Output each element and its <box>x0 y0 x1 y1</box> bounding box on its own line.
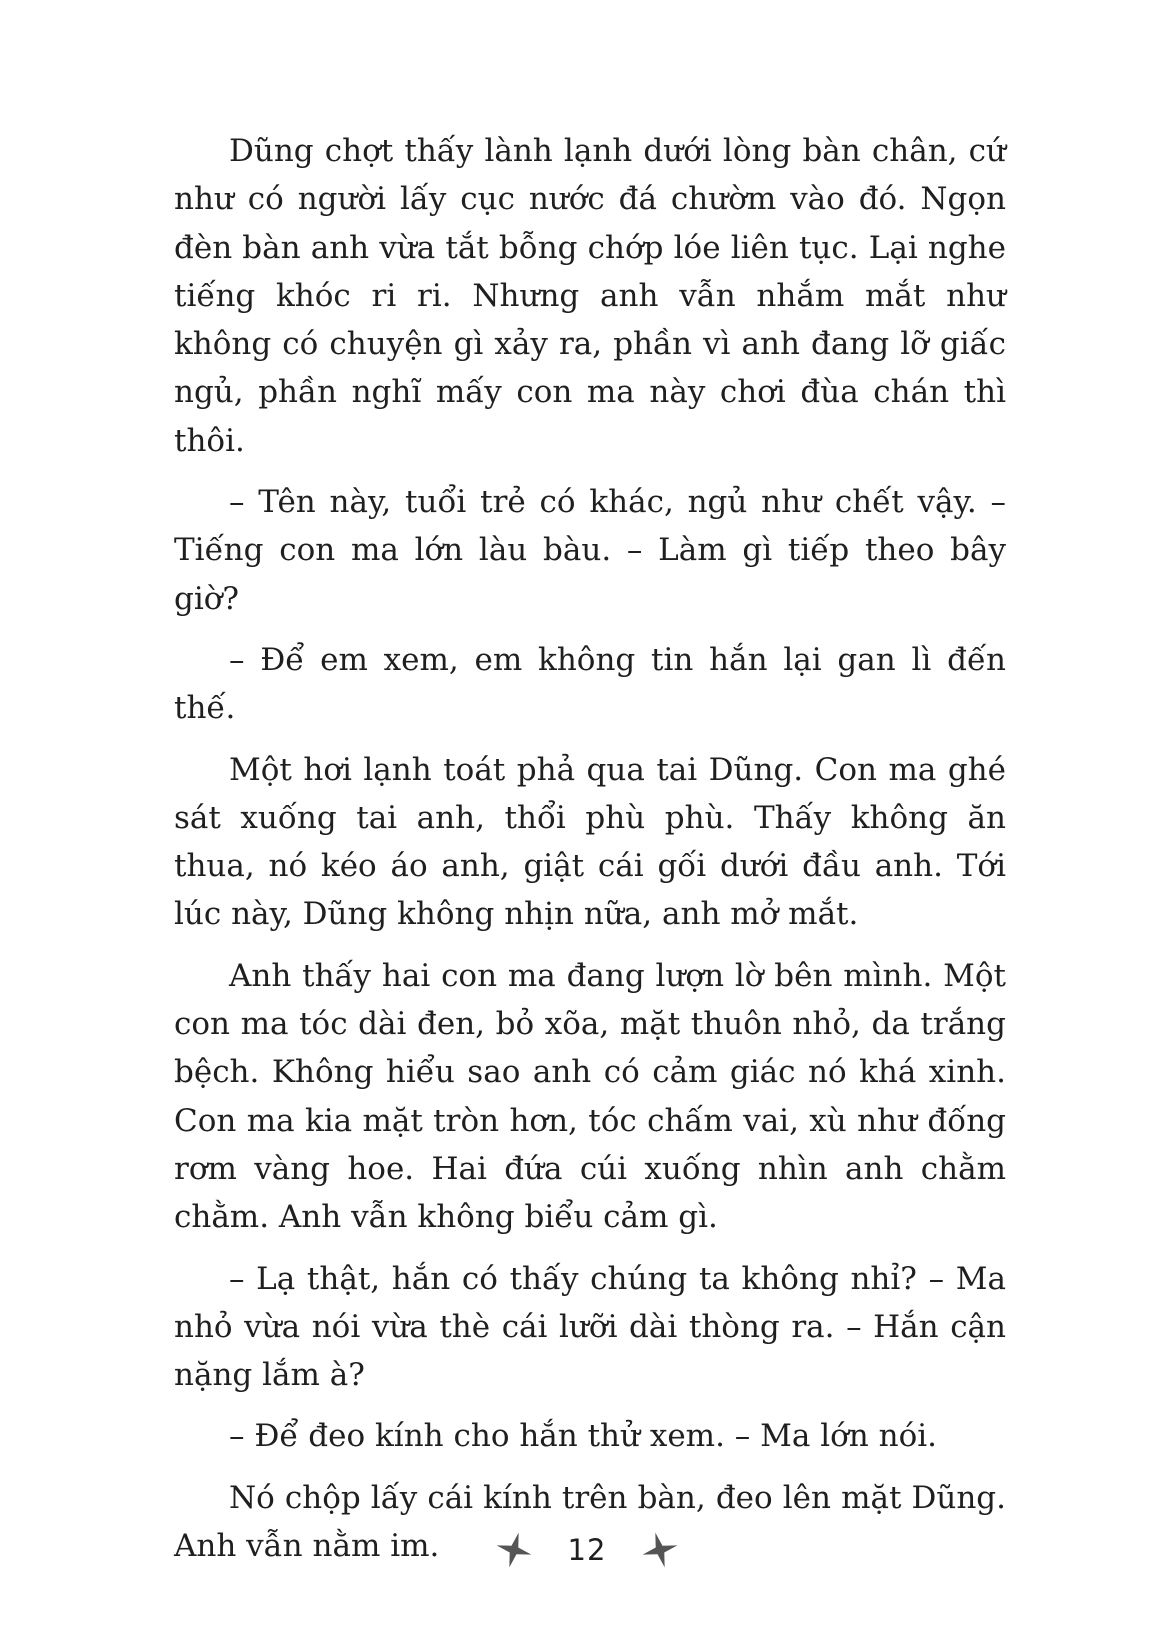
paragraph: – Để đeo kính cho hắn thử xem. – Ma lớn nói. <box>229 1418 938 1455</box>
star-icon <box>640 1530 680 1570</box>
paragraph: Nó chộp lấy cái kính trên bàn, đeo lên mặt Dũng. Anh vẫn nằm im. <box>174 1479 1006 1565</box>
paragraph: Anh thấy hai con ma đang lượn lờ bên mình. Một con ma tóc dài đen, bỏ xõa, mặt thuôn nhỏ, da trắng bệch. Không hiểu sao anh có cảm giác nó khá xinh. Con ma kia mặt tròn hơn, tóc chấm vai, xù như đống rơm vàng hoe. Hai đứa cúi xuống nhìn anh chằm chằm. Anh vẫn không biểu cảm gì. <box>174 957 1006 1236</box>
paragraph: – Tên này, tuổi trẻ có khác, ngủ như chết vậy. – Tiếng con ma lớn làu bàu. – Làm gì tiếp theo bây giờ? <box>174 484 1006 617</box>
page-number: 12 <box>567 1533 607 1567</box>
paragraph: – Để em xem, em không tin hắn lại gan lì đến thế. <box>174 641 1006 727</box>
body-text <box>174 127 1006 1583</box>
paragraph: Dũng chợt thấy lành lạnh dưới lòng bàn chân, cứ như có người lấy cục nước đá chườm vào đó. Ngọn đèn bàn anh vừa tắt bỗng chớp lóe liên tục. Lại nghe tiếng khóc ri ri. Nhưng anh vẫn nhắm mắt như không có chuyện gì xảy ra, phần vì anh đang lỡ giấc ngủ, phần nghĩ mấy con ma này chơi đùa chán thì thôi. <box>174 133 1006 459</box>
page-footer <box>0 1520 1174 1580</box>
star-icon <box>494 1530 534 1570</box>
paragraph: Một hơi lạnh toát phả qua tai Dũng. Con ma ghé sát xuống tai anh, thổi phù phù. Thấy không ăn thua, nó kéo áo anh, giật cái gối dưới đầu anh. Tới lúc này, Dũng không nhịn nữa, anh mở mắt. <box>174 751 1006 933</box>
paragraph: – Lạ thật, hắn có thấy chúng ta không nhỉ? – Ma nhỏ vừa nói vừa thè cái lưỡi dài thòng ra. – Hắn cận nặng lắm à? <box>174 1260 1006 1394</box>
